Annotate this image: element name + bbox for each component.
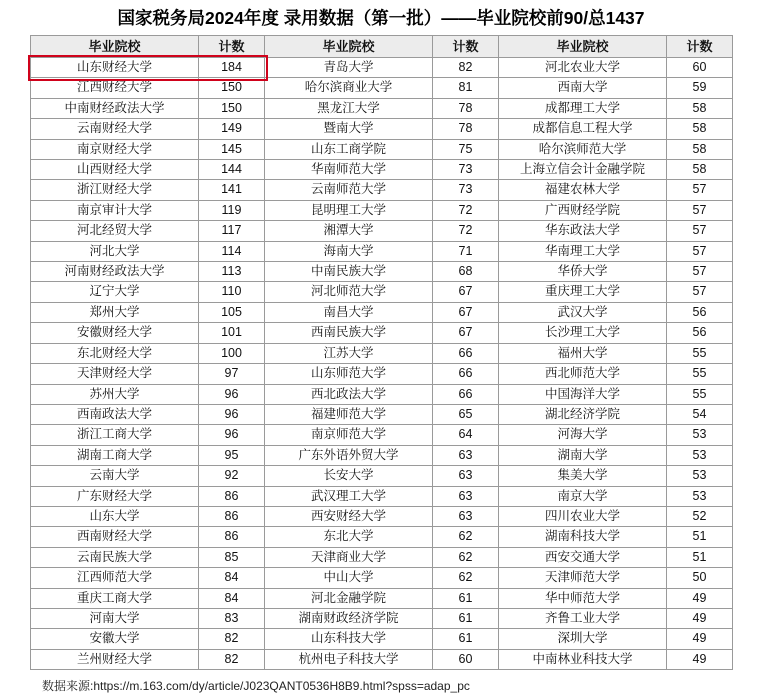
cell-school: 暨南大学 — [265, 119, 433, 139]
cell-school: 齐鲁工业大学 — [499, 608, 667, 628]
cell-school: 南昌大学 — [265, 302, 433, 322]
cell-school: 湖南大学 — [499, 445, 667, 465]
cell-count: 71 — [433, 241, 499, 261]
cell-school: 华中师范大学 — [499, 588, 667, 608]
cell-school: 集美大学 — [499, 466, 667, 486]
cell-school: 黑龙江大学 — [265, 98, 433, 118]
table-row — [31, 262, 733, 282]
cell-school: 河北大学 — [31, 241, 199, 261]
cell-count: 57 — [667, 200, 733, 220]
cell-count: 67 — [433, 282, 499, 302]
cell-school: 武汉大学 — [499, 302, 667, 322]
cell-count: 144 — [199, 160, 265, 180]
cell-school: 天津财经大学 — [31, 364, 199, 384]
cell-count: 67 — [433, 323, 499, 343]
cell-count: 58 — [667, 160, 733, 180]
cell-count: 66 — [433, 364, 499, 384]
cell-school: 河南财经政法大学 — [31, 262, 199, 282]
cell-count: 84 — [199, 588, 265, 608]
cell-school: 华东政法大学 — [499, 221, 667, 241]
cell-school: 浙江工商大学 — [31, 425, 199, 445]
cell-count: 82 — [199, 649, 265, 669]
cell-school: 河北农业大学 — [499, 58, 667, 78]
cell-count: 63 — [433, 506, 499, 526]
table-row — [31, 58, 733, 78]
cell-count: 75 — [433, 139, 499, 159]
cell-count: 49 — [667, 629, 733, 649]
cell-count: 57 — [667, 241, 733, 261]
cell-count: 78 — [433, 98, 499, 118]
cell-count: 72 — [433, 200, 499, 220]
cell-count: 54 — [667, 404, 733, 424]
cell-school: 山东财经大学 — [31, 58, 199, 78]
cell-count: 78 — [433, 119, 499, 139]
table-header — [31, 36, 733, 58]
cell-school: 天津商业大学 — [265, 547, 433, 567]
table-row — [31, 323, 733, 343]
cell-count: 92 — [199, 466, 265, 486]
cell-school: 广东财经大学 — [31, 486, 199, 506]
cell-school: 福州大学 — [499, 343, 667, 363]
cell-school: 青岛大学 — [265, 58, 433, 78]
table-row — [31, 588, 733, 608]
cell-school: 云南师范大学 — [265, 180, 433, 200]
cell-count: 62 — [433, 568, 499, 588]
cell-school: 福建师范大学 — [265, 404, 433, 424]
column-header-count-2: 计数 — [433, 36, 499, 58]
cell-school: 苏州大学 — [31, 384, 199, 404]
table-header-row — [31, 36, 733, 58]
cell-count: 150 — [199, 78, 265, 98]
cell-school: 华侨大学 — [499, 262, 667, 282]
column-header-count-1: 计数 — [199, 36, 265, 58]
cell-school: 河海大学 — [499, 425, 667, 445]
cell-school: 重庆工商大学 — [31, 588, 199, 608]
table-row — [31, 200, 733, 220]
cell-school: 中山大学 — [265, 568, 433, 588]
cell-school: 广东外语外贸大学 — [265, 445, 433, 465]
table-row — [31, 629, 733, 649]
cell-count: 96 — [199, 425, 265, 445]
table-row — [31, 384, 733, 404]
cell-count: 84 — [199, 568, 265, 588]
cell-count: 113 — [199, 262, 265, 282]
cell-school: 辽宁大学 — [31, 282, 199, 302]
table-row — [31, 547, 733, 567]
cell-school: 河北金融学院 — [265, 588, 433, 608]
source-note: 数据来源:https://m.163.com/dy/article/J023QANT0536H8B9.html?spss=adap_pc — [42, 679, 470, 694]
cell-count: 81 — [433, 78, 499, 98]
table-row — [31, 445, 733, 465]
table-row — [31, 282, 733, 302]
table-row — [31, 241, 733, 261]
cell-school: 武汉理工大学 — [265, 486, 433, 506]
table-row — [31, 506, 733, 526]
cell-count: 73 — [433, 160, 499, 180]
cell-count: 96 — [199, 384, 265, 404]
cell-count: 86 — [199, 486, 265, 506]
cell-school: 四川农业大学 — [499, 506, 667, 526]
cell-count: 56 — [667, 323, 733, 343]
cell-school: 山西财经大学 — [31, 160, 199, 180]
cell-school: 山东大学 — [31, 506, 199, 526]
cell-school: 昆明理工大学 — [265, 200, 433, 220]
cell-count: 63 — [433, 445, 499, 465]
cell-count: 117 — [199, 221, 265, 241]
cell-count: 66 — [433, 343, 499, 363]
cell-count: 55 — [667, 384, 733, 404]
table-row — [31, 221, 733, 241]
cell-count: 119 — [199, 200, 265, 220]
cell-count: 50 — [667, 568, 733, 588]
cell-count: 55 — [667, 343, 733, 363]
cell-school: 南京财经大学 — [31, 139, 199, 159]
cell-school: 成都理工大学 — [499, 98, 667, 118]
cell-count: 60 — [433, 649, 499, 669]
table-row — [31, 78, 733, 98]
cell-school: 杭州电子科技大学 — [265, 649, 433, 669]
table-row — [31, 180, 733, 200]
column-header-school-1: 毕业院校 — [31, 36, 199, 58]
column-header-school-2: 毕业院校 — [265, 36, 433, 58]
cell-school: 山东科技大学 — [265, 629, 433, 649]
cell-count: 85 — [199, 547, 265, 567]
cell-count: 73 — [433, 180, 499, 200]
cell-count: 114 — [199, 241, 265, 261]
cell-school: 海南大学 — [265, 241, 433, 261]
cell-count: 82 — [199, 629, 265, 649]
cell-school: 中南民族大学 — [265, 262, 433, 282]
cell-school: 江苏大学 — [265, 343, 433, 363]
cell-school: 重庆理工大学 — [499, 282, 667, 302]
cell-school: 西南大学 — [499, 78, 667, 98]
cell-school: 安徽大学 — [31, 629, 199, 649]
cell-school: 广西财经学院 — [499, 200, 667, 220]
cell-count: 57 — [667, 180, 733, 200]
table-row — [31, 404, 733, 424]
page-title: 国家税务局2024年度 录用数据（第一批）——毕业院校前90/总1437 — [117, 8, 645, 28]
cell-count: 110 — [199, 282, 265, 302]
cell-school: 云南民族大学 — [31, 547, 199, 567]
cell-count: 184 — [199, 58, 265, 78]
cell-school: 西北师范大学 — [499, 364, 667, 384]
cell-count: 53 — [667, 445, 733, 465]
table-row — [31, 302, 733, 322]
cell-count: 86 — [199, 527, 265, 547]
cell-count: 67 — [433, 302, 499, 322]
cell-count: 57 — [667, 262, 733, 282]
cell-count: 95 — [199, 445, 265, 465]
cell-count: 53 — [667, 486, 733, 506]
cell-count: 68 — [433, 262, 499, 282]
cell-school: 西安交通大学 — [499, 547, 667, 567]
table-row — [31, 486, 733, 506]
table-row — [31, 568, 733, 588]
cell-count: 150 — [199, 98, 265, 118]
cell-count: 49 — [667, 649, 733, 669]
cell-count: 82 — [433, 58, 499, 78]
table-body — [31, 58, 733, 670]
column-header-count-3: 计数 — [667, 36, 733, 58]
cell-school: 兰州财经大学 — [31, 649, 199, 669]
cell-school: 安徽财经大学 — [31, 323, 199, 343]
cell-school: 中南林业科技大学 — [499, 649, 667, 669]
cell-school: 哈尔滨商业大学 — [265, 78, 433, 98]
cell-school: 河北经贸大学 — [31, 221, 199, 241]
column-header-school-3: 毕业院校 — [499, 36, 667, 58]
cell-count: 57 — [667, 282, 733, 302]
cell-count: 58 — [667, 98, 733, 118]
cell-count: 53 — [667, 466, 733, 486]
table-row — [31, 119, 733, 139]
cell-school: 山东师范大学 — [265, 364, 433, 384]
cell-school: 湘潭大学 — [265, 221, 433, 241]
cell-school: 西南财经大学 — [31, 527, 199, 547]
cell-count: 51 — [667, 527, 733, 547]
cell-school: 湖南财政经济学院 — [265, 608, 433, 628]
cell-count: 59 — [667, 78, 733, 98]
cell-count: 58 — [667, 119, 733, 139]
table-row — [31, 608, 733, 628]
table-row — [31, 466, 733, 486]
cell-count: 149 — [199, 119, 265, 139]
cell-count: 101 — [199, 323, 265, 343]
table-row — [31, 139, 733, 159]
cell-school: 山东工商学院 — [265, 139, 433, 159]
cell-count: 141 — [199, 180, 265, 200]
cell-school: 西南民族大学 — [265, 323, 433, 343]
cell-school: 长沙理工大学 — [499, 323, 667, 343]
cell-count: 97 — [199, 364, 265, 384]
cell-count: 65 — [433, 404, 499, 424]
cell-school: 浙江财经大学 — [31, 180, 199, 200]
table-row — [31, 343, 733, 363]
cell-count: 61 — [433, 608, 499, 628]
table-row — [31, 527, 733, 547]
cell-count: 145 — [199, 139, 265, 159]
cell-count: 53 — [667, 425, 733, 445]
cell-school: 西安财经大学 — [265, 506, 433, 526]
cell-count: 61 — [433, 588, 499, 608]
cell-school: 上海立信会计金融学院 — [499, 160, 667, 180]
cell-school: 长安大学 — [265, 466, 433, 486]
cell-count: 57 — [667, 221, 733, 241]
cell-school: 中国海洋大学 — [499, 384, 667, 404]
cell-count: 61 — [433, 629, 499, 649]
cell-school: 东北财经大学 — [31, 343, 199, 363]
cell-count: 83 — [199, 608, 265, 628]
cell-school: 东北大学 — [265, 527, 433, 547]
cell-count: 51 — [667, 547, 733, 567]
cell-school: 湖南工商大学 — [31, 445, 199, 465]
cell-count: 100 — [199, 343, 265, 363]
cell-school: 深圳大学 — [499, 629, 667, 649]
cell-count: 56 — [667, 302, 733, 322]
cell-count: 60 — [667, 58, 733, 78]
cell-count: 55 — [667, 364, 733, 384]
cell-count: 62 — [433, 547, 499, 567]
cell-school: 哈尔滨师范大学 — [499, 139, 667, 159]
cell-school: 华南师范大学 — [265, 160, 433, 180]
cell-count: 49 — [667, 588, 733, 608]
cell-count: 62 — [433, 527, 499, 547]
cell-school: 河南大学 — [31, 608, 199, 628]
cell-school: 云南大学 — [31, 466, 199, 486]
cell-count: 72 — [433, 221, 499, 241]
university-count-table — [30, 35, 733, 670]
table-row — [31, 160, 733, 180]
cell-school: 南京审计大学 — [31, 200, 199, 220]
table-row — [31, 364, 733, 384]
table-row — [31, 98, 733, 118]
cell-school: 西南政法大学 — [31, 404, 199, 424]
cell-school: 江西财经大学 — [31, 78, 199, 98]
cell-school: 江西师范大学 — [31, 568, 199, 588]
cell-count: 49 — [667, 608, 733, 628]
cell-school: 华南理工大学 — [499, 241, 667, 261]
cell-school: 南京师范大学 — [265, 425, 433, 445]
cell-school: 天津师范大学 — [499, 568, 667, 588]
cell-count: 52 — [667, 506, 733, 526]
cell-count: 66 — [433, 384, 499, 404]
cell-count: 96 — [199, 404, 265, 424]
table-container — [30, 35, 732, 670]
cell-school: 郑州大学 — [31, 302, 199, 322]
cell-count: 105 — [199, 302, 265, 322]
cell-school: 湖南科技大学 — [499, 527, 667, 547]
cell-count: 63 — [433, 486, 499, 506]
table-row — [31, 425, 733, 445]
cell-count: 86 — [199, 506, 265, 526]
cell-school: 成都信息工程大学 — [499, 119, 667, 139]
cell-count: 63 — [433, 466, 499, 486]
cell-school: 西北政法大学 — [265, 384, 433, 404]
cell-school: 中南财经政法大学 — [31, 98, 199, 118]
cell-count: 64 — [433, 425, 499, 445]
cell-school: 福建农林大学 — [499, 180, 667, 200]
table-row — [31, 649, 733, 669]
cell-school: 南京大学 — [499, 486, 667, 506]
cell-school: 云南财经大学 — [31, 119, 199, 139]
cell-school: 湖北经济学院 — [499, 404, 667, 424]
cell-count: 58 — [667, 139, 733, 159]
cell-school: 河北师范大学 — [265, 282, 433, 302]
